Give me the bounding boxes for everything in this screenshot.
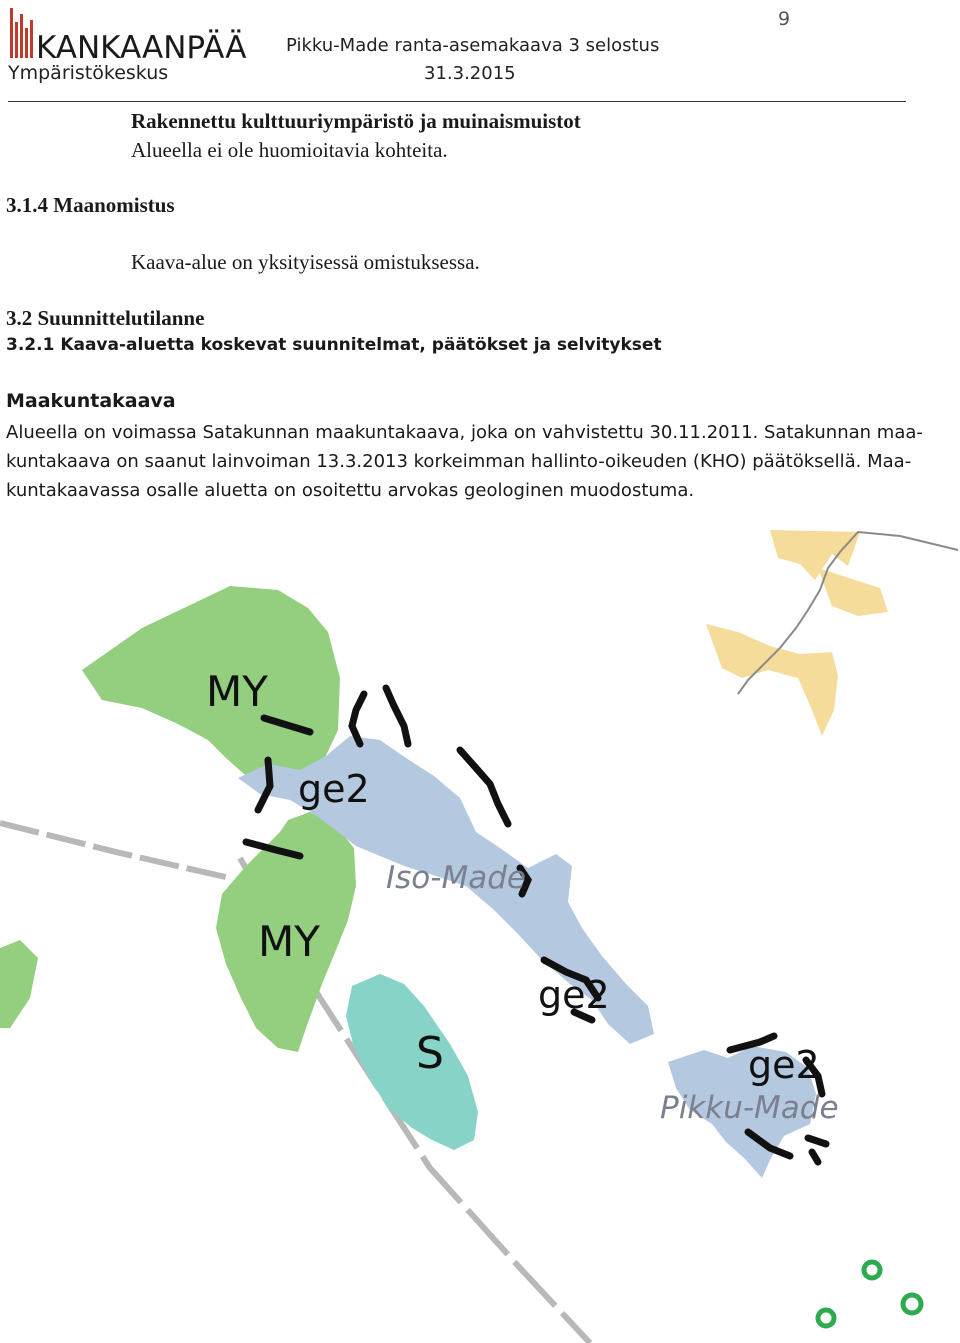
land-ownership-text: Kaava-alue on yksityisessä omistuksessa.: [131, 250, 480, 274]
geology-line: [352, 694, 364, 744]
heritage-text: Alueella ei ole huomioitavia kohteita.: [131, 138, 448, 162]
regional-plan-line: kuntakaava on saanut lainvoiman 13.3.2013 korkeimman hallinto-oikeuden (KHO) päätöksellä. Maa-: [6, 451, 912, 472]
small-green-marks: [818, 1262, 921, 1326]
geology-line: [386, 688, 408, 744]
yellow-area: [706, 624, 838, 736]
land-ownership-heading: 3.1.4 Maanomistus: [6, 193, 175, 217]
geology-line: [812, 1152, 818, 1162]
regional-plan-paragraph: [6, 418, 960, 505]
page-number: 9: [778, 8, 791, 30]
label-my-north: MY: [206, 667, 268, 716]
planning-subheading: 3.2.1 Kaava-aluetta koskevat suunnitelmat, päätökset ja selvitykset: [6, 335, 662, 355]
label-pikku-made: Pikku-Made: [660, 1090, 839, 1126]
label-my-south: MY: [258, 917, 320, 966]
logo-wordmark: KANKAANPÄÄ: [36, 30, 247, 62]
label-iso-made: Iso-Made: [386, 860, 526, 896]
green-dot: [864, 1262, 880, 1278]
yellow-area: [770, 530, 860, 580]
regional-plan-line: Alueella on voimassa Satakunnan maakuntakaava, joka on vahvistettu 30.11.2011. Satakunnan maa-: [6, 422, 923, 443]
regional-plan-line: kuntakaavassa osalle aluetta on osoitettu arvokas geologinen muodostuma.: [6, 480, 695, 501]
document-date: 31.3.2015: [424, 63, 516, 84]
green-dot: [903, 1295, 921, 1313]
yellow-area: [818, 568, 888, 616]
document-title: Pikku-Made ranta-asemakaava 3 selostus: [286, 35, 660, 56]
planning-heading: 3.2 Suunnittelutilanne: [6, 306, 205, 330]
kankaanpaa-logo: [6, 2, 256, 62]
geology-line: [460, 750, 508, 824]
label-ge2-south: ge2: [748, 1043, 820, 1087]
label-ge2-north: ge2: [298, 767, 370, 811]
label-ge2-middle: ge2: [538, 973, 610, 1017]
yellow-areas: [706, 530, 888, 736]
protected-area-s: [346, 974, 478, 1150]
regional-plan-map: [0, 528, 960, 1343]
green-areas: [0, 586, 356, 1052]
regional-plan-heading: Maakuntakaava: [6, 390, 176, 412]
road-line: [0, 823, 230, 878]
heritage-heading: Rakennettu kulttuuriympäristö ja muinaismuistot: [131, 109, 581, 133]
logo-emblem-icon: [10, 8, 33, 58]
green-dot: [818, 1310, 834, 1326]
geology-line: [808, 1138, 826, 1144]
label-s: S: [416, 1028, 444, 1079]
header-divider: [8, 101, 906, 102]
department-name: Ympäristökeskus: [8, 62, 169, 84]
green-area: [0, 940, 38, 1028]
